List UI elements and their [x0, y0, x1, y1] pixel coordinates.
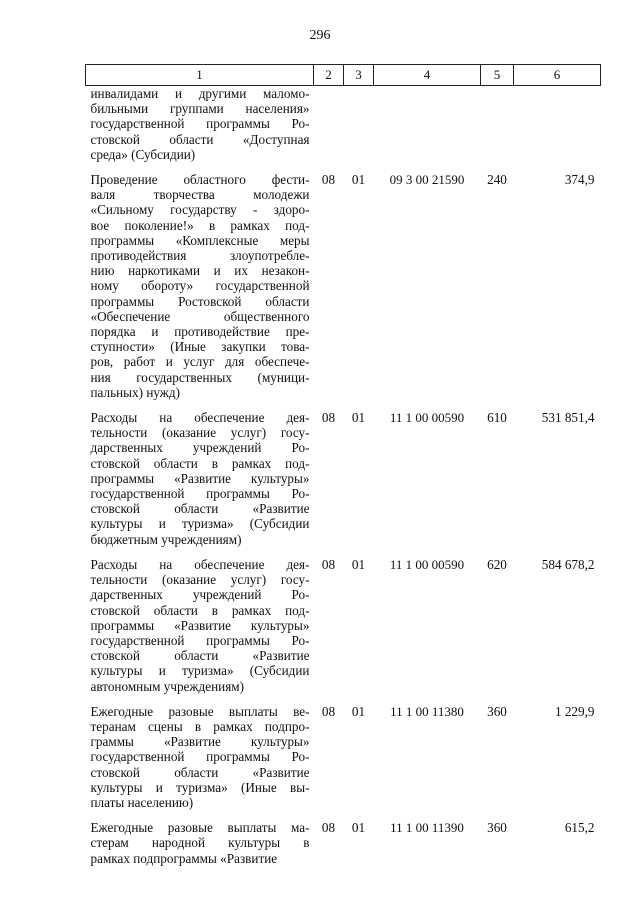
description-line: Ежегодные разовые выплаты ве-: [90, 703, 310, 719]
amount: 374,9: [564, 172, 595, 188]
section-code: 08: [321, 410, 336, 426]
target-article-code: 11 1 00 11380: [390, 703, 464, 719]
description-line: порядка и противодействие пре-: [90, 324, 310, 340]
description-line: противодействия злоупотребле-: [90, 248, 310, 264]
description-line: государственной программы Ро-: [90, 116, 310, 132]
header-cell-2: 2: [314, 65, 344, 86]
description-line: государственной программы Ро-: [90, 632, 310, 648]
table-body: [86, 86, 601, 876]
amount: 531 851,4: [541, 410, 595, 426]
target-article-code: 11 1 00 00590: [389, 410, 465, 426]
amount: 615,2: [564, 820, 595, 836]
description-line: вое поколение!» в рамках под-: [90, 217, 310, 233]
subsection-code: 01: [351, 820, 366, 836]
target-article-code: 09 3 00 21590: [389, 172, 465, 188]
description-line: программы «Развитие культуры»: [90, 617, 310, 633]
header-row: [86, 65, 601, 86]
description-line: стовской области в рамках под-: [90, 602, 310, 618]
expense-type-code: 240: [487, 172, 507, 188]
description-line: программы «Развитие культуры»: [90, 470, 310, 486]
row-description: [86, 557, 314, 704]
budget-table: [85, 64, 601, 876]
subsection-code: 01: [351, 172, 366, 188]
description-line: стовской области «Развитие: [90, 764, 310, 780]
description-line: платы населению): [90, 794, 194, 810]
table-row: [86, 704, 601, 820]
description-line: государственной программы Ро-: [90, 486, 310, 502]
description-line: Расходы на обеспечение дея-: [90, 410, 310, 426]
description-line: государственной программы Ро-: [90, 749, 310, 765]
description-line: программы «Комплексные меры: [90, 232, 310, 248]
section-code: 08: [321, 172, 336, 188]
description-line: нию наркотиками и их незакон-: [90, 263, 310, 279]
table-row: [86, 86, 601, 173]
description-line: стовской области «Доступная: [90, 131, 310, 147]
amount: 1 229,9: [554, 703, 595, 719]
description-line: среда» (Субсидии): [90, 146, 196, 162]
table-row: [86, 820, 601, 876]
description-line: ступности» (Иные закупки това-: [90, 339, 310, 355]
amount: [514, 86, 601, 173]
amount: 584 678,2: [541, 556, 595, 572]
expense-type-code: [481, 86, 514, 173]
subsection-code: 01: [351, 556, 366, 572]
target-article-code: 11 1 00 00590: [389, 556, 465, 572]
description-line: дарственных учреждений Ро-: [90, 587, 310, 603]
description-line: стовской области «Развитие: [90, 501, 310, 517]
description-line: культуры и туризма» (Субсидии: [90, 516, 310, 532]
description-line: инвалидами и другими маломо-: [90, 86, 310, 101]
header-cell-3: 3: [344, 65, 374, 86]
header-cell-4: 4: [374, 65, 481, 86]
row-description: [86, 704, 314, 820]
description-line: пальных) нужд): [90, 384, 181, 400]
description-line: теранам сцены в рамках подпро-: [90, 718, 310, 734]
table-row: [86, 410, 601, 557]
description-line: тельности (оказание услуг) госу-: [90, 572, 310, 588]
description-line: ров, работ и услуг для обеспече-: [90, 354, 310, 370]
description-line: бильными группами населения»: [90, 101, 310, 117]
row-description: [86, 820, 314, 876]
page-number: 296: [309, 28, 331, 43]
description-line: автономным учреждениям): [90, 678, 245, 694]
description-line: Проведение областного фести-: [90, 172, 310, 188]
table-row: [86, 172, 601, 410]
section-code: 08: [321, 556, 336, 572]
section-code: 08: [321, 820, 336, 836]
table-row: [86, 557, 601, 704]
target-article-code: [374, 86, 481, 173]
row-description: [86, 410, 314, 557]
description-line: культуры и туризма» (Иные вы-: [90, 779, 310, 795]
row-description: [86, 172, 314, 410]
description-line: валя творчества молодежи: [90, 187, 310, 203]
header-cell-6: 6: [514, 65, 601, 86]
target-article-code: 11 1 00 11390: [390, 820, 464, 836]
section-code: [314, 86, 344, 173]
subsection-code: [344, 86, 374, 173]
description-line: дарственных учреждений Ро-: [90, 440, 310, 456]
expense-type-code: 610: [487, 410, 507, 426]
description-line: тельности (оказание услуг) госу-: [90, 425, 310, 441]
description-line: Расходы на обеспечение дея-: [90, 556, 310, 572]
description-line: программы Ростовской области: [90, 293, 310, 309]
description-line: «Обеспечение общественного: [90, 308, 310, 324]
description-line: Ежегодные разовые выплаты ма-: [90, 820, 310, 836]
expense-type-code: 620: [487, 556, 507, 572]
description-line: культуры и туризма» (Субсидии: [90, 663, 310, 679]
description-line: «Сильному государству - здоро-: [90, 202, 310, 218]
subsection-code: 01: [351, 703, 366, 719]
description-line: ному обороту» государственной: [90, 278, 310, 294]
description-line: стовской области в рамках под-: [90, 455, 310, 471]
expense-type-code: 360: [487, 820, 507, 836]
expense-type-code: 360: [487, 703, 507, 719]
subsection-code: 01: [351, 410, 366, 426]
description-line: граммы «Развитие культуры»: [90, 734, 310, 750]
row-description: [86, 86, 314, 173]
section-code: 08: [321, 703, 336, 719]
description-line: стовской области «Развитие: [90, 648, 310, 664]
description-line: рамках подпрограммы «Развитие: [90, 850, 278, 866]
header-cell-1: 1: [86, 65, 314, 86]
description-line: бюджетным учреждениям): [90, 531, 242, 547]
description-line: ния государственных (муници-: [90, 369, 310, 385]
description-line: стерам народной культуры в: [90, 835, 310, 851]
header-cell-5: 5: [481, 65, 514, 86]
